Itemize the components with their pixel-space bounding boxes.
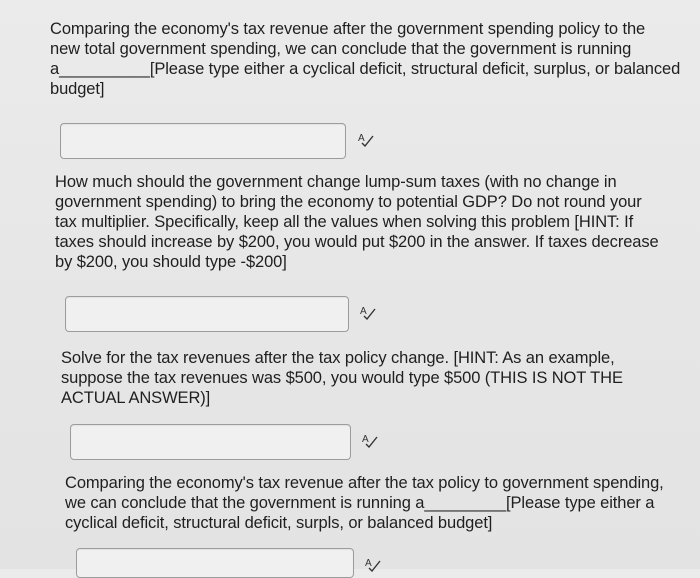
spell-check-icon[interactable] bbox=[359, 304, 377, 320]
svg-text:A: A bbox=[358, 133, 365, 144]
spell-check-icon[interactable] bbox=[364, 556, 382, 572]
question-1-line-2: new total government spending, we can conclude that the government is running bbox=[50, 40, 632, 58]
question-3-line-3: ACTUAL ANSWER)] bbox=[61, 389, 211, 407]
question-2-line-4: taxes should increase by $200, you would put $200 in the answer. If taxes decrease bbox=[55, 233, 659, 251]
answer-input-2[interactable] bbox=[65, 296, 349, 332]
svg-text:A: A bbox=[362, 434, 369, 445]
question-1-line-4: budget] bbox=[50, 80, 105, 98]
question-1-line-3: a__________[Please type either a cyclical deficit, structural deficit, surplus, or balanced bbox=[50, 60, 681, 78]
question-2-text bbox=[55, 172, 659, 272]
question-4-line-1: Comparing the economy's tax revenue after the tax policy to government spending, bbox=[65, 474, 664, 492]
answer-input-4[interactable] bbox=[76, 548, 354, 578]
question-1-line-1: Comparing the economy's tax revenue after the government spending policy to the bbox=[50, 20, 646, 38]
question-3-text bbox=[61, 348, 623, 408]
answer-input-1[interactable] bbox=[60, 123, 346, 159]
question-1-text bbox=[50, 19, 680, 99]
spell-check-icon[interactable] bbox=[357, 131, 375, 147]
spell-check-icon[interactable] bbox=[361, 432, 379, 448]
question-4-line-2: we can conclude that the government is running a_________[Please type either a bbox=[65, 494, 655, 512]
question-2-line-1: How much should the government change lump-sum taxes (with no change in bbox=[55, 173, 617, 191]
question-4-text bbox=[65, 473, 664, 533]
question-2-line-5: by $200, you should type -$200] bbox=[55, 253, 287, 271]
svg-text:A: A bbox=[365, 558, 372, 569]
question-3-line-2: suppose the tax revenues was $500, you would type $500 (THIS IS NOT THE bbox=[61, 369, 623, 387]
question-4-line-3: cyclical deficit, structural deficit, surpls, or balanced budget] bbox=[65, 514, 493, 532]
question-2-line-2: government spending) to bring the economy to potential GDP? Do not round your bbox=[55, 193, 642, 211]
question-3-line-1: Solve for the tax revenues after the tax policy change. [HINT: As an example, bbox=[61, 349, 615, 367]
svg-text:A: A bbox=[360, 306, 367, 317]
question-2-line-3: tax multiplier. Specifically, keep all the values when solving this problem [HINT: If bbox=[55, 213, 634, 231]
answer-input-3[interactable] bbox=[70, 424, 351, 460]
